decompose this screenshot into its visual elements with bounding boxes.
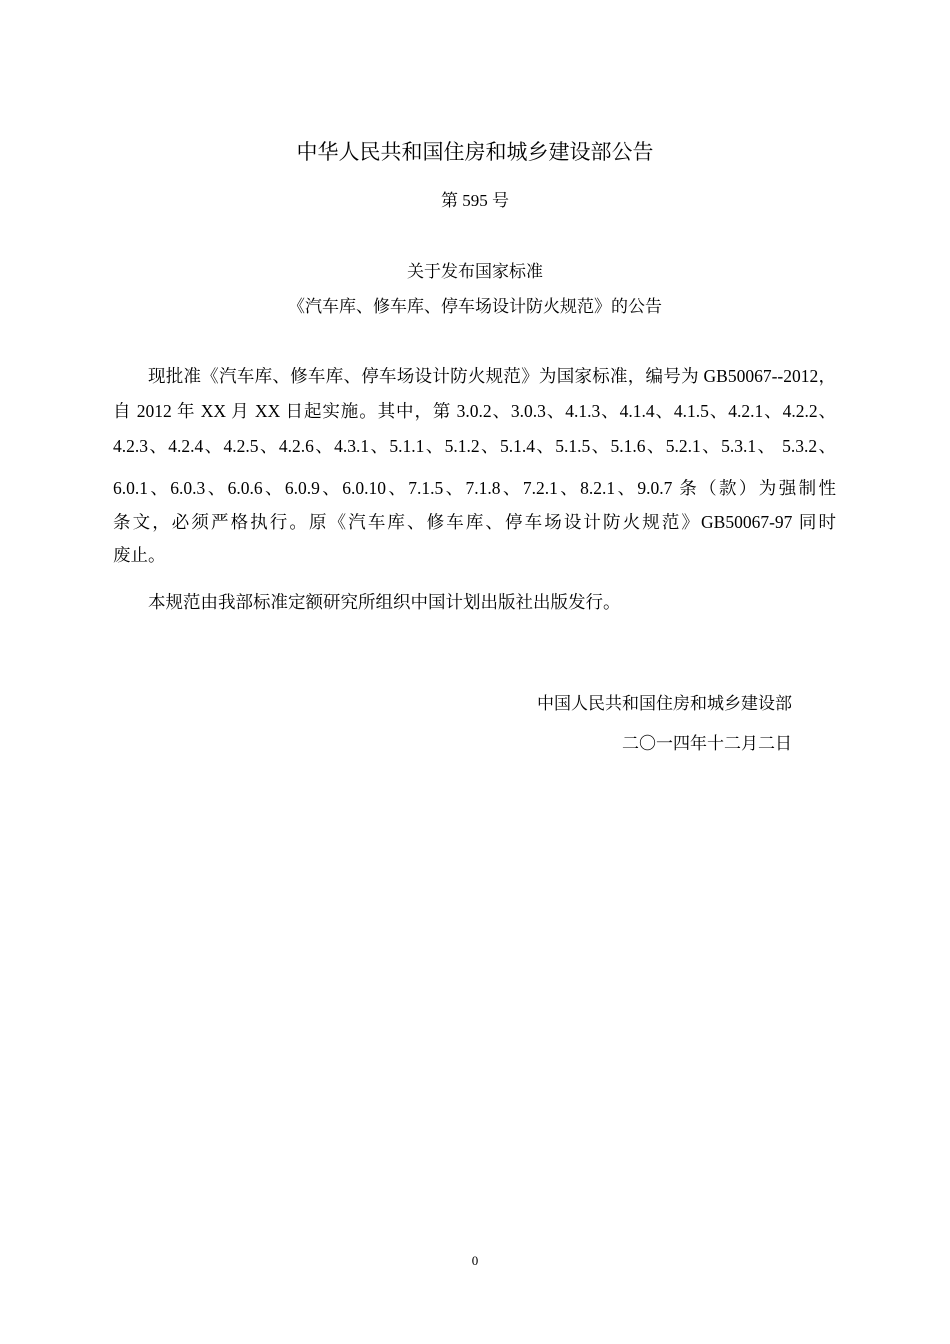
body-line: 6.0.1、6.0.3、6.0.6、6.0.9、6.0.10、7.1.5、7.1.8、7.2.1、8.2.1、9.0.7 条（款）为强制性 <box>113 478 836 498</box>
body-paragraph-2: 本规范由我部标准定额研究所组织中国计划出版社出版发行。 <box>148 592 621 612</box>
body-line: 4.2.3、4.2.4、4.2.5、4.2.6、4.3.1、5.1.1、5.1.2、5.1.4、5.1.5、5.1.6、5.2.1、5.3.1、 5.3.2、 <box>113 436 836 456</box>
subject-line-2: 《汽车库、修车库、停车场设计防火规范》的公告 <box>288 297 662 316</box>
page-number: 0 <box>471 1253 479 1268</box>
signature-date: 二〇一四年十二月二日 <box>622 734 792 753</box>
body-line: 自 2012 年 XX 月 XX 日起实施。其中，第 3.0.2、3.0.3、4.1.3、4.1.4、4.1.5、4.2.1、4.2.2、 <box>113 401 836 421</box>
body-line: 废止。 <box>113 545 166 565</box>
body-line: 条文，必须严格执行。原《汽车库、修车库、停车场设计防火规范》GB50067-97 同时 <box>113 512 836 532</box>
document-heading: 中华人民共和国住房和城乡建设部公告 <box>296 140 654 164</box>
body-line: 现批准《汽车库、修车库、停车场设计防火规范》为国家标准，编号为 GB50067--2012， <box>148 366 836 386</box>
announcement-number: 第 595 号 <box>441 191 509 210</box>
signature-issuer: 中国人民共和国住房和城乡建设部 <box>537 694 792 713</box>
subject-line-1: 关于发布国家标准 <box>407 262 543 281</box>
